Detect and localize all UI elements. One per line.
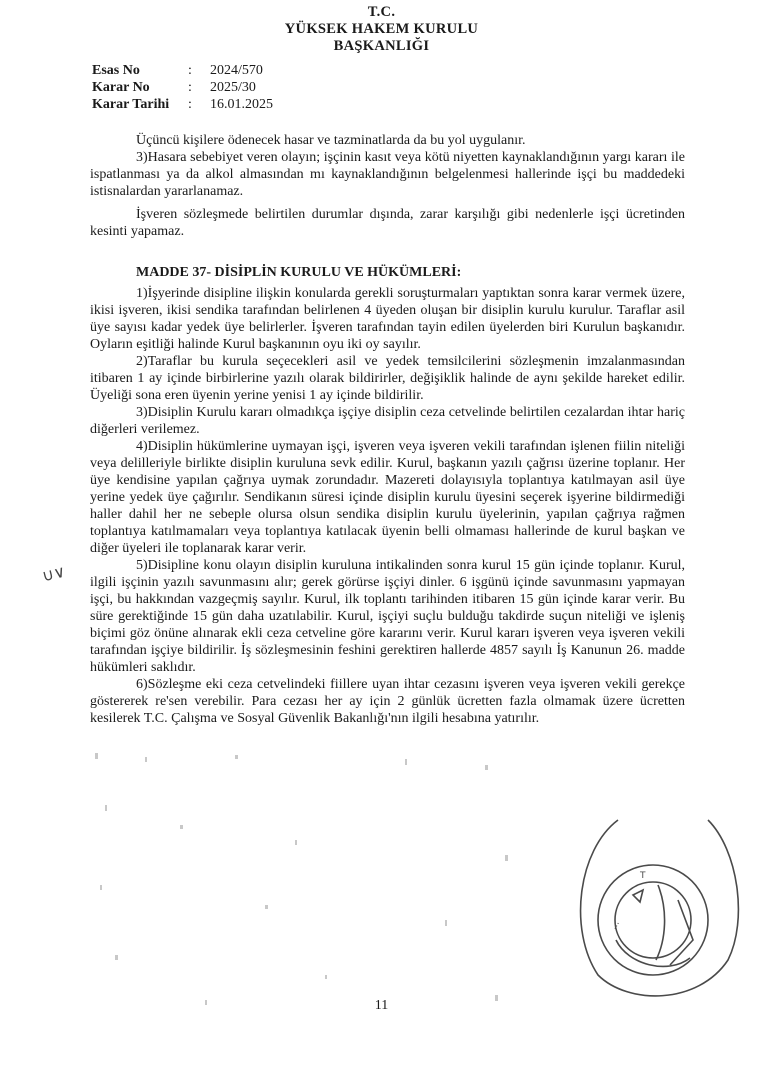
section-paragraph-1: 1)İşyerinde disipline ilişkin konularda gerekli soruşturmaları yaptıktan sonra karar vermek üzere, ikisi işveren, ikisi sendika tarafından belirlenen 4 üyeden oluşan bir disiplin kurulu kurulur. Taraflar asil üye sayısı kadar yedek üye belirlerler. İşveren tarafından tayin edilen üyelerden biri Kurulun başkanıdır. Oyların eşitliği halinde Kurul başkanının oyu iki oy sayılır. xyxy=(90,286,685,352)
section-paragraph-3: 3)Disiplin Kurulu kararı olmadıkça işçiye disiplin ceza cetvelinde belirtilen cezalardan ihtar hariç diğerleri verilemez. xyxy=(90,405,685,437)
header-line-presidency: BAŞKANLIĞI xyxy=(333,38,430,54)
meta-value: 2024/570 xyxy=(210,63,263,78)
meta-row-karar-tarihi xyxy=(92,96,273,113)
body-paragraph: İşveren sözleşmede belirtilen durumlar dışında, zarar karşılığı gibi nedenlerle işçi ücretinden kesinti yapamaz. xyxy=(90,207,685,239)
official-seal-stamp xyxy=(558,790,748,1010)
header-line-institution: YÜKSEK HAKEM KURULU xyxy=(284,21,479,37)
document-header xyxy=(0,4,763,55)
meta-row-karar xyxy=(92,79,273,96)
body-paragraph: Üçüncü kişilere ödenecek hasar ve tazminatlarda da bu yol uygulanır. xyxy=(136,133,526,148)
section-paragraph-5: 5)Disipline konu olayın disiplin kuruluna intikalinden sonra kurul 15 gün içinde toplanır. Kurul, ilgili işçinin yazılı savunmasını alır; gerek görürse işçiyi dinler. 6 işgünü içinde savunmasını yapmayan işçi, bu hakkından vazgeçmiş sayılır. Kurul, ilk toplantı tarihinden itibaren 15 gün içinde karar verir. Bu süre gerektiğinde 15 gün daha uzatılabilir. Kurul, işçiyi suçlu bulduğu takdirde suçun niteliği ve işleniş biçimi göz önüne alınarak ekli ceza cetveline göre kararını verir. Kurul kararı işveren veya işveren vekili tarafından işçiye bildirilir. İş sözleşmesinin feshini gerektiren hallerde 4857 sayılı İş Kanunun 26. madde hükümleri saklıdır. xyxy=(90,558,685,675)
handwritten-initial-mark: ∪∨ xyxy=(40,561,68,586)
page-number: 11 xyxy=(374,998,389,1013)
meta-value: 16.01.2025 xyxy=(210,97,273,112)
meta-key: Karar No xyxy=(92,80,150,95)
header-line-tc: T.C. xyxy=(367,4,396,20)
meta-colon: : xyxy=(188,80,192,95)
section-paragraph-6: 6)Sözleşme eki ceza cetvelindeki fiillere uyan ihtar cezasını işveren veya işveren vekili gerekçe göstererek re'sen verebilir. Para cezası her ay için 2 günlük ücretten fazla olmamak üzere ücretten kesilerek T.C. Çalışma ve Sosyal Güvenlik Bakanlığı'nın ilgili hesabına yatırılır. xyxy=(90,677,685,726)
body-paragraph: 3)Hasara sebebiyet veren olayın; işçinin kasıt veya kötü niyetten kaynaklandığının yargı kararı ile ispatlanması ya da alkol almasından mı kaynaklandığının belgelenmesi hallerinde işçi bu maddedeki istisnalardan yararlanamaz. xyxy=(90,150,685,199)
section-paragraph-4: 4)Disiplin hükümlerine uymayan işçi, işveren veya işveren vekili tarafından işlenen fiilin niteliği veya delilleriyle birlikte disiplin kuruluna sevk edilir. Kurul, başkanın yazılı çağrısı üzerine toplanır. Her üye kendisine yapılan çağrıya uymak zorundadır. Mazereti dolayısıyla toplantıya katılmayan asil üye yerine yedek üye çağırılır. Sendikanın süresi içinde disiplin kurulu üyesini seçerek işyerine bildirmediği haller dahil her ne sebeple olursa olsun sendika disiplin kurulu üyelerinin, yapılan çağrıya rağmen toplantıya katılmamaları veya toplantıya katılacak üyenin belli olmaması hallerinde de kurul başkan ve diğer üyeleri ile toplanarak karar verir. xyxy=(90,439,685,556)
meta-colon: : xyxy=(188,63,192,78)
meta-colon: : xyxy=(188,97,192,112)
meta-key: Esas No xyxy=(92,63,140,78)
case-metadata xyxy=(92,62,273,113)
faint-bleedthrough-marks xyxy=(85,745,555,1015)
meta-key: Karar Tarihi xyxy=(92,97,170,112)
section-heading: MADDE 37- DİSİPLİN KURULU VE HÜKÜMLERİ: xyxy=(136,265,462,280)
document-body xyxy=(90,132,685,727)
meta-row-esas xyxy=(92,62,273,79)
meta-value: 2025/30 xyxy=(210,80,256,95)
svg-text:...: ... xyxy=(608,919,622,932)
svg-text:T: T xyxy=(640,871,646,881)
section-paragraph-2: 2)Taraflar bu kurula seçecekleri asil ve yedek temsilcilerini sözleşmenin imzalanmasından itibaren 1 ay içinde birbirlerine yazılı olarak bildirirler, değişiklik halinde de aynı şekilde hareket edilir. Üyeliği sona eren üyenin yerine yenisi 1 ay içinde bildirilir. xyxy=(90,354,685,403)
